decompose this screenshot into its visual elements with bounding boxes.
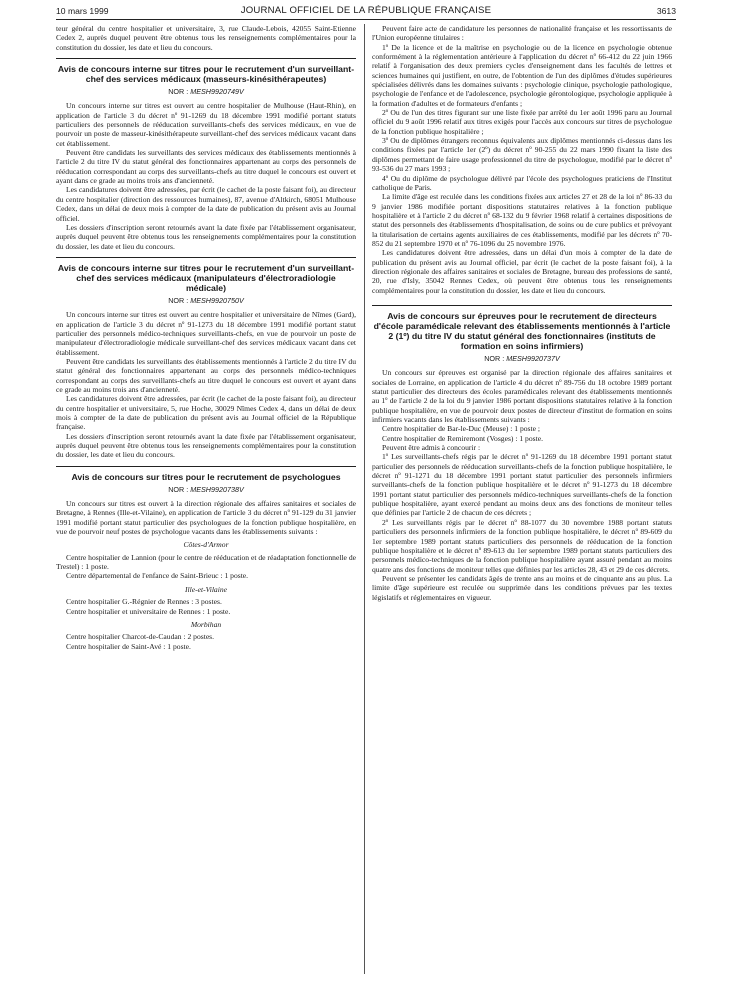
paragraph: Les candidatures doivent être adressées, par écrit (le cachet de la poste faisant foi), au directeur du centre hospitalier (direction des ressources humaines), 87, avenue d'Altkirch, 68051 Mulhouse Cedex, dans un délai de deux mois à compter de la date de publication du présent avis au Journal officiel. <box>56 185 356 223</box>
nor-reference: NOR : MESH9920738V <box>168 484 244 494</box>
paragraph: Les dossiers d'inscription seront retournés avant la date fixée par l'établissement organisateur, auprès duquel peuvent être obtenus tous les renseignements complémentaires pour la constitution du dossier, les date et lieu du concours. <box>56 431 356 460</box>
nor-reference: NOR : MESH9920737V <box>484 353 560 363</box>
nor-reference: NOR : MESH9920749V <box>168 87 244 97</box>
section-rule <box>372 305 672 306</box>
page-number: 3613 <box>656 6 676 16</box>
paragraph: 4º Ou du diplôme de psychologue délivré par l'école des psychologues praticiens de l'Institut catholique de Paris. <box>372 173 672 192</box>
notice-title: Avis de concours sur titres pour le recrutement de psychologues <box>71 471 341 482</box>
column-separator <box>364 24 365 974</box>
establishment-line: Centre hospitalier de Lannion (pour le centre de rééducation et de réadaptation fonctionnelle de Trestel) : 1 poste. <box>56 552 356 572</box>
paragraph: Un concours interne sur titres est ouvert au centre hospitalier de Mulhouse (Haut-Rhin), en application de l'article 3 du décret nº 91-1269 du 18 décembre 1991 modifié portant statuts particuliers des personnels de rééducation surveillants-chefs des services médicaux, en vue de pourvoir un poste de masseur-kinésithérapeute surveillant-chef des services médicaux vacant dans cet établissement. <box>56 101 356 148</box>
paragraph: 1º De la licence et de la maîtrise en psychologie ou de la licence en psychologie obtenue conformément à la réglementation antérieure à l'application du décret nº 66-412 du 22 juin 1966 relatif à l'organisation des deux premiers cycles d'enseignement dans les facultés de lettres et sciences humaines qui justifient, en outre, de l'obtention de l'un des diplômes d'études supérieures spécialisées délivrés dans les domaines suivants : psychologie clinique, psychologie pathologique, psychologie de l'enfance et de l'adolescence, psychologie gérontologique, psychologie appliquée à la formation d'adultes et de formateurs d'enfants ; <box>372 42 672 108</box>
section-rule <box>56 58 356 59</box>
paragraph: Peuvent être candidats les surveillants des établissements mentionnés à l'article 2 du titre IV du statut général des fonctionnaires appartenant au corps des personnels médico-techniques correspondant au corps des surveillants-chefs au titre duquel le concours est ouvert et ayant dans ce grade au moins trois ans d'ancienneté. <box>56 356 356 394</box>
paragraph: Peuvent être candidats les surveillants des services médicaux des établissements mentionnés à l'article 2 du titre IV du statut général des fonctionnaires appartenant au corps des personnels de rééducation correspondant au corps des surveillants-chefs au titre duquel le concours est ouvert et ayant dans ce grade au moins trois ans d'ancienneté. <box>56 148 356 186</box>
nor-reference: NOR : MESH9920750V <box>168 295 244 305</box>
page-header <box>56 4 676 20</box>
establishment-line: Centre hospitalier de Saint-Avé : 1 poste. <box>66 641 191 651</box>
paragraph: Peuvent faire acte de candidature les personnes de nationalité française et les ressortissants de l'Union européenne titulaires : <box>372 24 672 43</box>
department-heading: Ille-et-Vilaine <box>184 584 228 594</box>
department-heading: Morbihan <box>190 619 222 629</box>
paragraph: Un concours sur titres est ouvert à la direction régionale des affaires sanitaires et sociales de Bretagne, à Rennes (Ille-et-Vilaine), en application de l'article 3 du décret nº 91-129 du 31 janvier 1991 modifié portant statut particulier des psychologues de la fonction publique hospitalière, en vue de pourvoir neuf postes de psychologue vacants dans les établissements suivants : <box>56 499 356 537</box>
paragraph: 1º Les surveillants-chefs régis par le décret nº 91-1269 du 18 décembre 1991 portant statut particulier des personnels de rééducation surveillants-chefs de la fonction publique hospitalière, le décret nº 91-1271 du 18 décembre 1991 portant statut particulier des personnels infirmiers surveillants-chefs de la fonction publique hospitalière et le décret nº 91-1273 du 18 décembre 1991 portant statut particulier des personnels médico-techniques surveillants-chefs de la fonction publique hospitalière, ayant exercé pendant au moins deux ans des fonctions de moniteur telles que définies par l'article 2 de chacun de ces décrets ; <box>372 452 672 518</box>
paragraph: Un concours sur épreuves est organisé par la direction régionale des affaires sanitaires et sociales de Lorraine, en application de l'article 4 du décret nº 89-756 du 18 octobre 1989 portant statut particulier des directeurs des écoles paramédicales relevant des établissements mentionnés au 1º de l'article 2 de la loi du 9 janvier 1986 portant dispositions statutaires relative à la fonction publique hospitalière, en vue de pourvoir deux postes de directeur d'institut de formation en soins infirmiers vacants dans les établissements suivants : <box>372 368 672 425</box>
intro-paragraph: teur général du centre hospitalier et universitaire, 3, rue Claude-Lebois, 42055 Saint-Etienne Cedex 2, auprès duquel peuvent être obtenus tous les renseignements complémentaires pour la constitution du dossier, les date et lieu du concours. <box>56 24 356 52</box>
header-date: 10 mars 1999 <box>56 6 109 16</box>
section-rule <box>56 466 356 467</box>
paragraph: 2º Les surveillants régis par le décret nº 88-1077 du 30 novembre 1988 portant statuts particuliers des personnels infirmiers de la fonction publique hospitalière, le décret nº 89-609 du 1er septembre 1989 portant statuts particuliers des personnels de rééducation de la fonction publique hospitalière et le décret nº 89-613 du 1er septembre 1989 portant statuts particuliers des personnels médico-techniques de la fonction publique hospitalière ayant assuré pendant au moins quatre ans des fonctions de moniteur telles que définies par les articles 28, 43 et 29 de ces décrets. <box>372 517 672 574</box>
establishment-line: Centre hospitalier de Remiremont (Vosges) : 1 poste. <box>382 433 543 443</box>
notice-title: Avis de concours sur épreuves pour le recrutement de directeurs d'école paramédicale relevant des établissements mentionnés à l'article 2 (1º) du titre IV du statut général des fonctionnaires (instituts de formation en soins infirmiers) <box>373 310 671 351</box>
header-rule <box>56 19 676 20</box>
establishment-line: Centre hospitalier de Bar-le-Duc (Meuse) : 1 poste ; <box>382 424 541 434</box>
paragraph: La limite d'âge est reculée dans les conditions fixées aux articles 27 et 28 de la loi nº 86-33 du 9 janvier 1986 modifiée portant dispositions statutaires relatives à la fonction publique hospitalière et à l'article 2 du décret nº 68-132 du 9 février 1968 relatif à certaines dispositions de statut des personnels des établissements d'hospitalisation, de soins ou de cure publics et prévoyant la titularisation de certains agents auxiliaires de ces établissements, modifié par les décrets nº 70-852 du 21 septembre 1970 et nº 76-1096 du 25 novembre 1976. <box>372 192 672 248</box>
paragraph: Peuvent se présenter les candidats âgés de trente ans au moins et de cinquante ans au plus. La limite d'âge supérieure est reculée ou supprimée dans les conditions prévues par les textes législatifs et réglementaires en vigueur. <box>372 573 672 602</box>
paragraph: Les candidatures doivent être adressées, dans un délai d'un mois à compter de la date de publication du présent avis au Journal officiel, par écrit (le cachet de la poste faisant foi), à la direction régionale des affaires sanitaires et sociales de Bretagne, bureau des professions de santé, 20, rue d'Isly, 35042 Rennes Cedex, où peuvent être obtenus tous les renseignements complémentaires pour la constitution du dossier, les date et lieu du concours. <box>372 248 672 295</box>
notice-title: Avis de concours interne sur titres pour le recrutement d'un surveillant-chef des services médicaux (masseurs-kinésithérapeutes) <box>57 64 355 85</box>
left-column <box>56 24 356 651</box>
paragraph: 2º Ou de l'un des titres figurant sur une liste fixée par arrêté du 1er août 1996 paru au Journal officiel du 9 août 1996 relatif aux titres exigés pour l'accès aux concours sur titres de psychologue de la fonction publique hospitalière ; <box>372 108 672 136</box>
establishment-line: Centre hospitalier G.-Régnier de Rennes : 3 postes. <box>66 597 222 607</box>
paragraph: 3º Ou de diplômes étrangers reconnus équivalents aux diplômes mentionnés ci-dessus dans les conditions fixées par l'article 1er (2º) du décret nº 90-255 du 22 mars 1990 fixant la liste des diplômes permettant de faire usage professionnel du titre de psychologue, modifié par le décret nº 93-536 du 27 mars 1993 ; <box>372 136 672 174</box>
notice-title: Avis de concours interne sur titres pour le recrutement d'un surveillant-chef des services médicaux (manipulateurs d'électroradiologie médicale) <box>57 262 355 293</box>
paragraph: Les candidatures doivent être adressées, par écrit (le cachet de la poste faisant foi), au directeur du centre hospitalier et universitaire, 5, rue Hoche, 30029 Nîmes Cedex 4, dans un délai de deux mois à compter de la date de publication du présent avis au Journal officiel de la République française. <box>56 394 356 432</box>
paragraph: Peuvent être admis à concourir : <box>382 443 481 453</box>
section-rule <box>56 257 356 258</box>
paragraph: Les dossiers d'inscription seront retournés avant la date fixée par l'établissement organisateur, auprès duquel peuvent être obtenus tous les renseignements complémentaires pour la constitution du dossier, les date et lieu du concours. <box>56 222 356 251</box>
journal-title: JOURNAL OFFICIEL DE LA RÉPUBLIQUE FRANÇAISE <box>240 5 492 16</box>
department-heading: Côtes-d'Armor <box>183 540 229 550</box>
paragraph: Un concours interne sur titres est ouvert au centre hospitalier et universitaire de Nîmes (Gard), en application de l'article 3 du décret nº 91-1273 du 18 décembre 1991 modifié portant statut particulier des personnels médico-techniques surveillants-chefs, en vue de pourvoir un poste de manipulateur d'électroradiologie médicale surveillant-chef des services médicaux vacant dans cet établissement. <box>56 310 356 357</box>
right-column <box>372 24 672 602</box>
establishment-line: Centre hospitalier Charcot-de-Caudan : 2 postes. <box>66 632 215 642</box>
establishment-line: Centre départemental de l'enfance de Saint-Brieuc : 1 poste. <box>66 571 249 581</box>
establishment-line: Centre hospitalier et universitaire de Rennes : 1 poste. <box>66 606 231 616</box>
